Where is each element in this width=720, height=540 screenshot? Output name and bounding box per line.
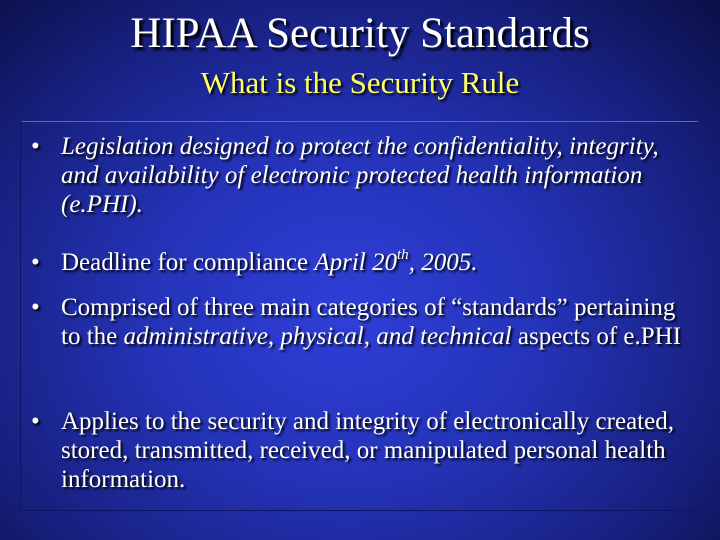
deadline-date xyxy=(314,246,478,276)
slide-subtitle: What is the Security Rule xyxy=(200,65,520,100)
deadline-date-year: , 2005. xyxy=(408,249,478,276)
bullet-applies xyxy=(21,407,691,494)
bullet-categories-text xyxy=(61,293,691,351)
bullet-categories xyxy=(21,293,691,351)
content-area xyxy=(20,122,699,511)
categories-prefix: Comprised of three main categories of “standards” pertaining to the xyxy=(61,294,676,350)
bullet-legislation-text: Legislation designed to protect the confidentiality, integrity, and availability of electronic protected health information (e.PHI). xyxy=(61,133,659,218)
deadline-date-main: April 20 xyxy=(314,249,398,276)
bullet-legislation xyxy=(21,132,691,219)
bullet-dot: • xyxy=(31,249,40,276)
bullet-deadline xyxy=(21,248,691,277)
bullet-dot: • xyxy=(31,294,40,321)
bullet-applies-text: Applies to the security and integrity of electronically created, stored, transmitted, received, or manipulated personal health information. xyxy=(61,408,674,493)
bullet-deadline-text xyxy=(61,248,691,277)
bullet-dot: • xyxy=(31,408,40,435)
deadline-date-ordinal: th xyxy=(397,246,409,263)
categories-suffix: aspects of e.PHI xyxy=(511,323,682,350)
slide-title: HIPAA Security Standards xyxy=(130,10,590,57)
categories-italic: administrative, physical, and technical xyxy=(123,323,512,350)
bullet-dot: • xyxy=(31,133,40,160)
deadline-prefix: Deadline for compliance xyxy=(61,249,315,276)
